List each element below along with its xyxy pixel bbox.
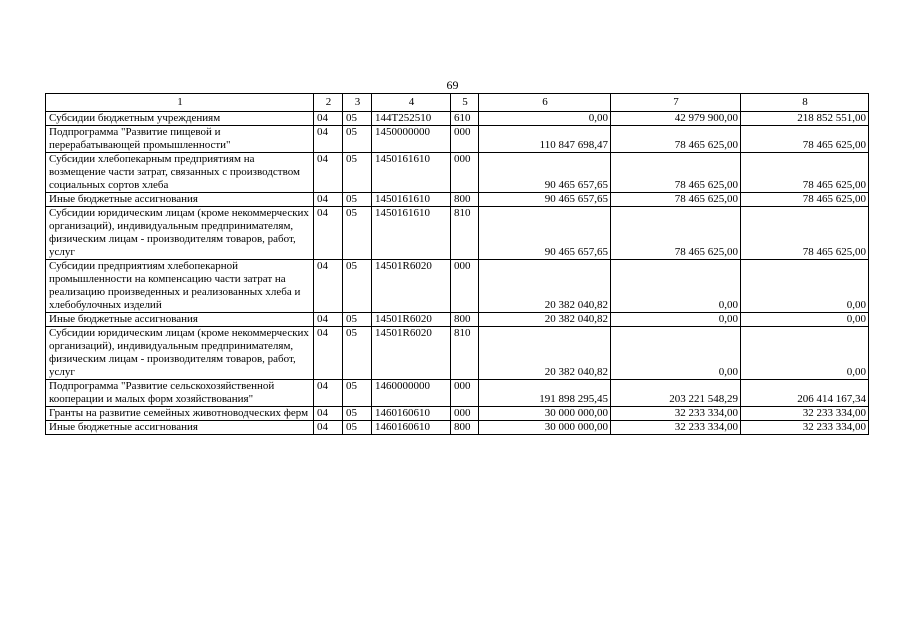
subsection-code: 05 [343,407,372,421]
page-number: 69 [446,78,459,92]
amount-col8: 32 233 334,00 [741,421,869,435]
header-cell: 3 [343,94,372,112]
expense-type-code: 000 [451,380,479,407]
table-row [46,207,869,260]
row-name: Субсидии хлебопекарным предприятиям на возмещение части затрат, связанных с производством социальных сортов хлеба [46,153,314,193]
amount-col7: 0,00 [611,313,741,327]
header-cell: 7 [611,94,741,112]
amount-col6: 191 898 295,45 [479,380,611,407]
expense-type-code: 810 [451,207,479,260]
section-code: 04 [314,126,343,153]
header-cell: 4 [372,94,451,112]
table-row [46,327,869,380]
table-row [46,112,869,126]
table-row [46,380,869,407]
amount-col6: 30 000 000,00 [479,407,611,421]
header-cell: 5 [451,94,479,112]
expense-type-code: 000 [451,260,479,313]
amount-col7: 78 465 625,00 [611,193,741,207]
target-article-code: 144Т252510 [372,112,451,126]
amount-col8: 78 465 625,00 [741,207,869,260]
subsection-code: 05 [343,260,372,313]
amount-col8: 78 465 625,00 [741,126,869,153]
row-name: Иные бюджетные ассигнования [46,193,314,207]
amount-col6: 90 465 657,65 [479,193,611,207]
section-code: 04 [314,153,343,193]
target-article-code: 1450000000 [372,126,451,153]
table-row [46,260,869,313]
amount-col8: 218 852 551,00 [741,112,869,126]
expense-type-code: 000 [451,153,479,193]
row-name: Субсидии бюджетным учреждениям [46,112,314,126]
section-code: 04 [314,193,343,207]
section-code: 04 [314,407,343,421]
header-cell: 6 [479,94,611,112]
row-name: Подпрограмма "Развитие пищевой и перерабатывающей промышленности" [46,126,314,153]
amount-col6: 90 465 657,65 [479,153,611,193]
expense-type-code: 800 [451,193,479,207]
amount-col6: 0,00 [479,112,611,126]
subsection-code: 05 [343,207,372,260]
subsection-code: 05 [343,153,372,193]
target-article-code: 14501R6020 [372,260,451,313]
target-article-code: 1460160610 [372,421,451,435]
row-name: Гранты на развитие семейных животноводческих ферм [46,407,314,421]
amount-col6: 110 847 698,47 [479,126,611,153]
header-cell: 1 [46,94,314,112]
amount-col7: 78 465 625,00 [611,153,741,193]
amount-col7: 78 465 625,00 [611,126,741,153]
expense-type-code: 800 [451,421,479,435]
subsection-code: 05 [343,380,372,407]
target-article-code: 1450161610 [372,153,451,193]
target-article-code: 14501R6020 [372,313,451,327]
header-cell: 2 [314,94,343,112]
table-row [46,407,869,421]
expense-type-code: 810 [451,327,479,380]
table-row [46,193,869,207]
amount-col7: 0,00 [611,260,741,313]
amount-col7: 0,00 [611,327,741,380]
row-name: Иные бюджетные ассигнования [46,313,314,327]
amount-col8: 78 465 625,00 [741,193,869,207]
budget-table [45,93,869,435]
amount-col7: 32 233 334,00 [611,421,741,435]
expense-type-code: 800 [451,313,479,327]
amount-col8: 206 414 167,34 [741,380,869,407]
section-code: 04 [314,421,343,435]
amount-col6: 90 465 657,65 [479,207,611,260]
table-row [46,313,869,327]
amount-col7: 203 221 548,29 [611,380,741,407]
amount-col7: 42 979 900,00 [611,112,741,126]
table-row [46,153,869,193]
header-cell: 8 [741,94,869,112]
row-name: Иные бюджетные ассигнования [46,421,314,435]
row-name: Субсидии юридическим лицам (кроме некоммерческих организаций), индивидуальным предпринимателям, физическим лицам - производителям товаров, работ, услуг [46,327,314,380]
section-code: 04 [314,112,343,126]
amount-col6: 20 382 040,82 [479,260,611,313]
subsection-code: 05 [343,193,372,207]
expense-type-code: 000 [451,126,479,153]
section-code: 04 [314,260,343,313]
target-article-code: 1460000000 [372,380,451,407]
amount-col8: 0,00 [741,327,869,380]
row-name: Подпрограмма "Развитие сельскохозяйственной кооперации и малых форм хозяйствования" [46,380,314,407]
amount-col8: 0,00 [741,313,869,327]
target-article-code: 1460160610 [372,407,451,421]
amount-col7: 32 233 334,00 [611,407,741,421]
expense-type-code: 610 [451,112,479,126]
amount-col6: 20 382 040,82 [479,327,611,380]
table-row [46,421,869,435]
amount-col6: 20 382 040,82 [479,313,611,327]
target-article-code: 1450161610 [372,207,451,260]
target-article-code: 1450161610 [372,193,451,207]
subsection-code: 05 [343,313,372,327]
section-code: 04 [314,327,343,380]
table-row [46,126,869,153]
section-code: 04 [314,380,343,407]
subsection-code: 05 [343,327,372,380]
amount-col8: 78 465 625,00 [741,153,869,193]
subsection-code: 05 [343,112,372,126]
amount-col6: 30 000 000,00 [479,421,611,435]
expense-type-code: 000 [451,407,479,421]
section-code: 04 [314,207,343,260]
row-name: Субсидии предприятиям хлебопекарной промышленности на компенсацию части затрат на реализацию произведенных и реализованных хлеба и хлебобулочных изделий [46,260,314,313]
subsection-code: 05 [343,126,372,153]
section-code: 04 [314,313,343,327]
header-row [46,94,869,112]
amount-col8: 32 233 334,00 [741,407,869,421]
target-article-code: 14501R6020 [372,327,451,380]
amount-col7: 78 465 625,00 [611,207,741,260]
row-name: Субсидии юридическим лицам (кроме некоммерческих организаций), индивидуальным предпринимателям, физическим лицам - производителям товаров, работ, услуг [46,207,314,260]
subsection-code: 05 [343,421,372,435]
amount-col8: 0,00 [741,260,869,313]
